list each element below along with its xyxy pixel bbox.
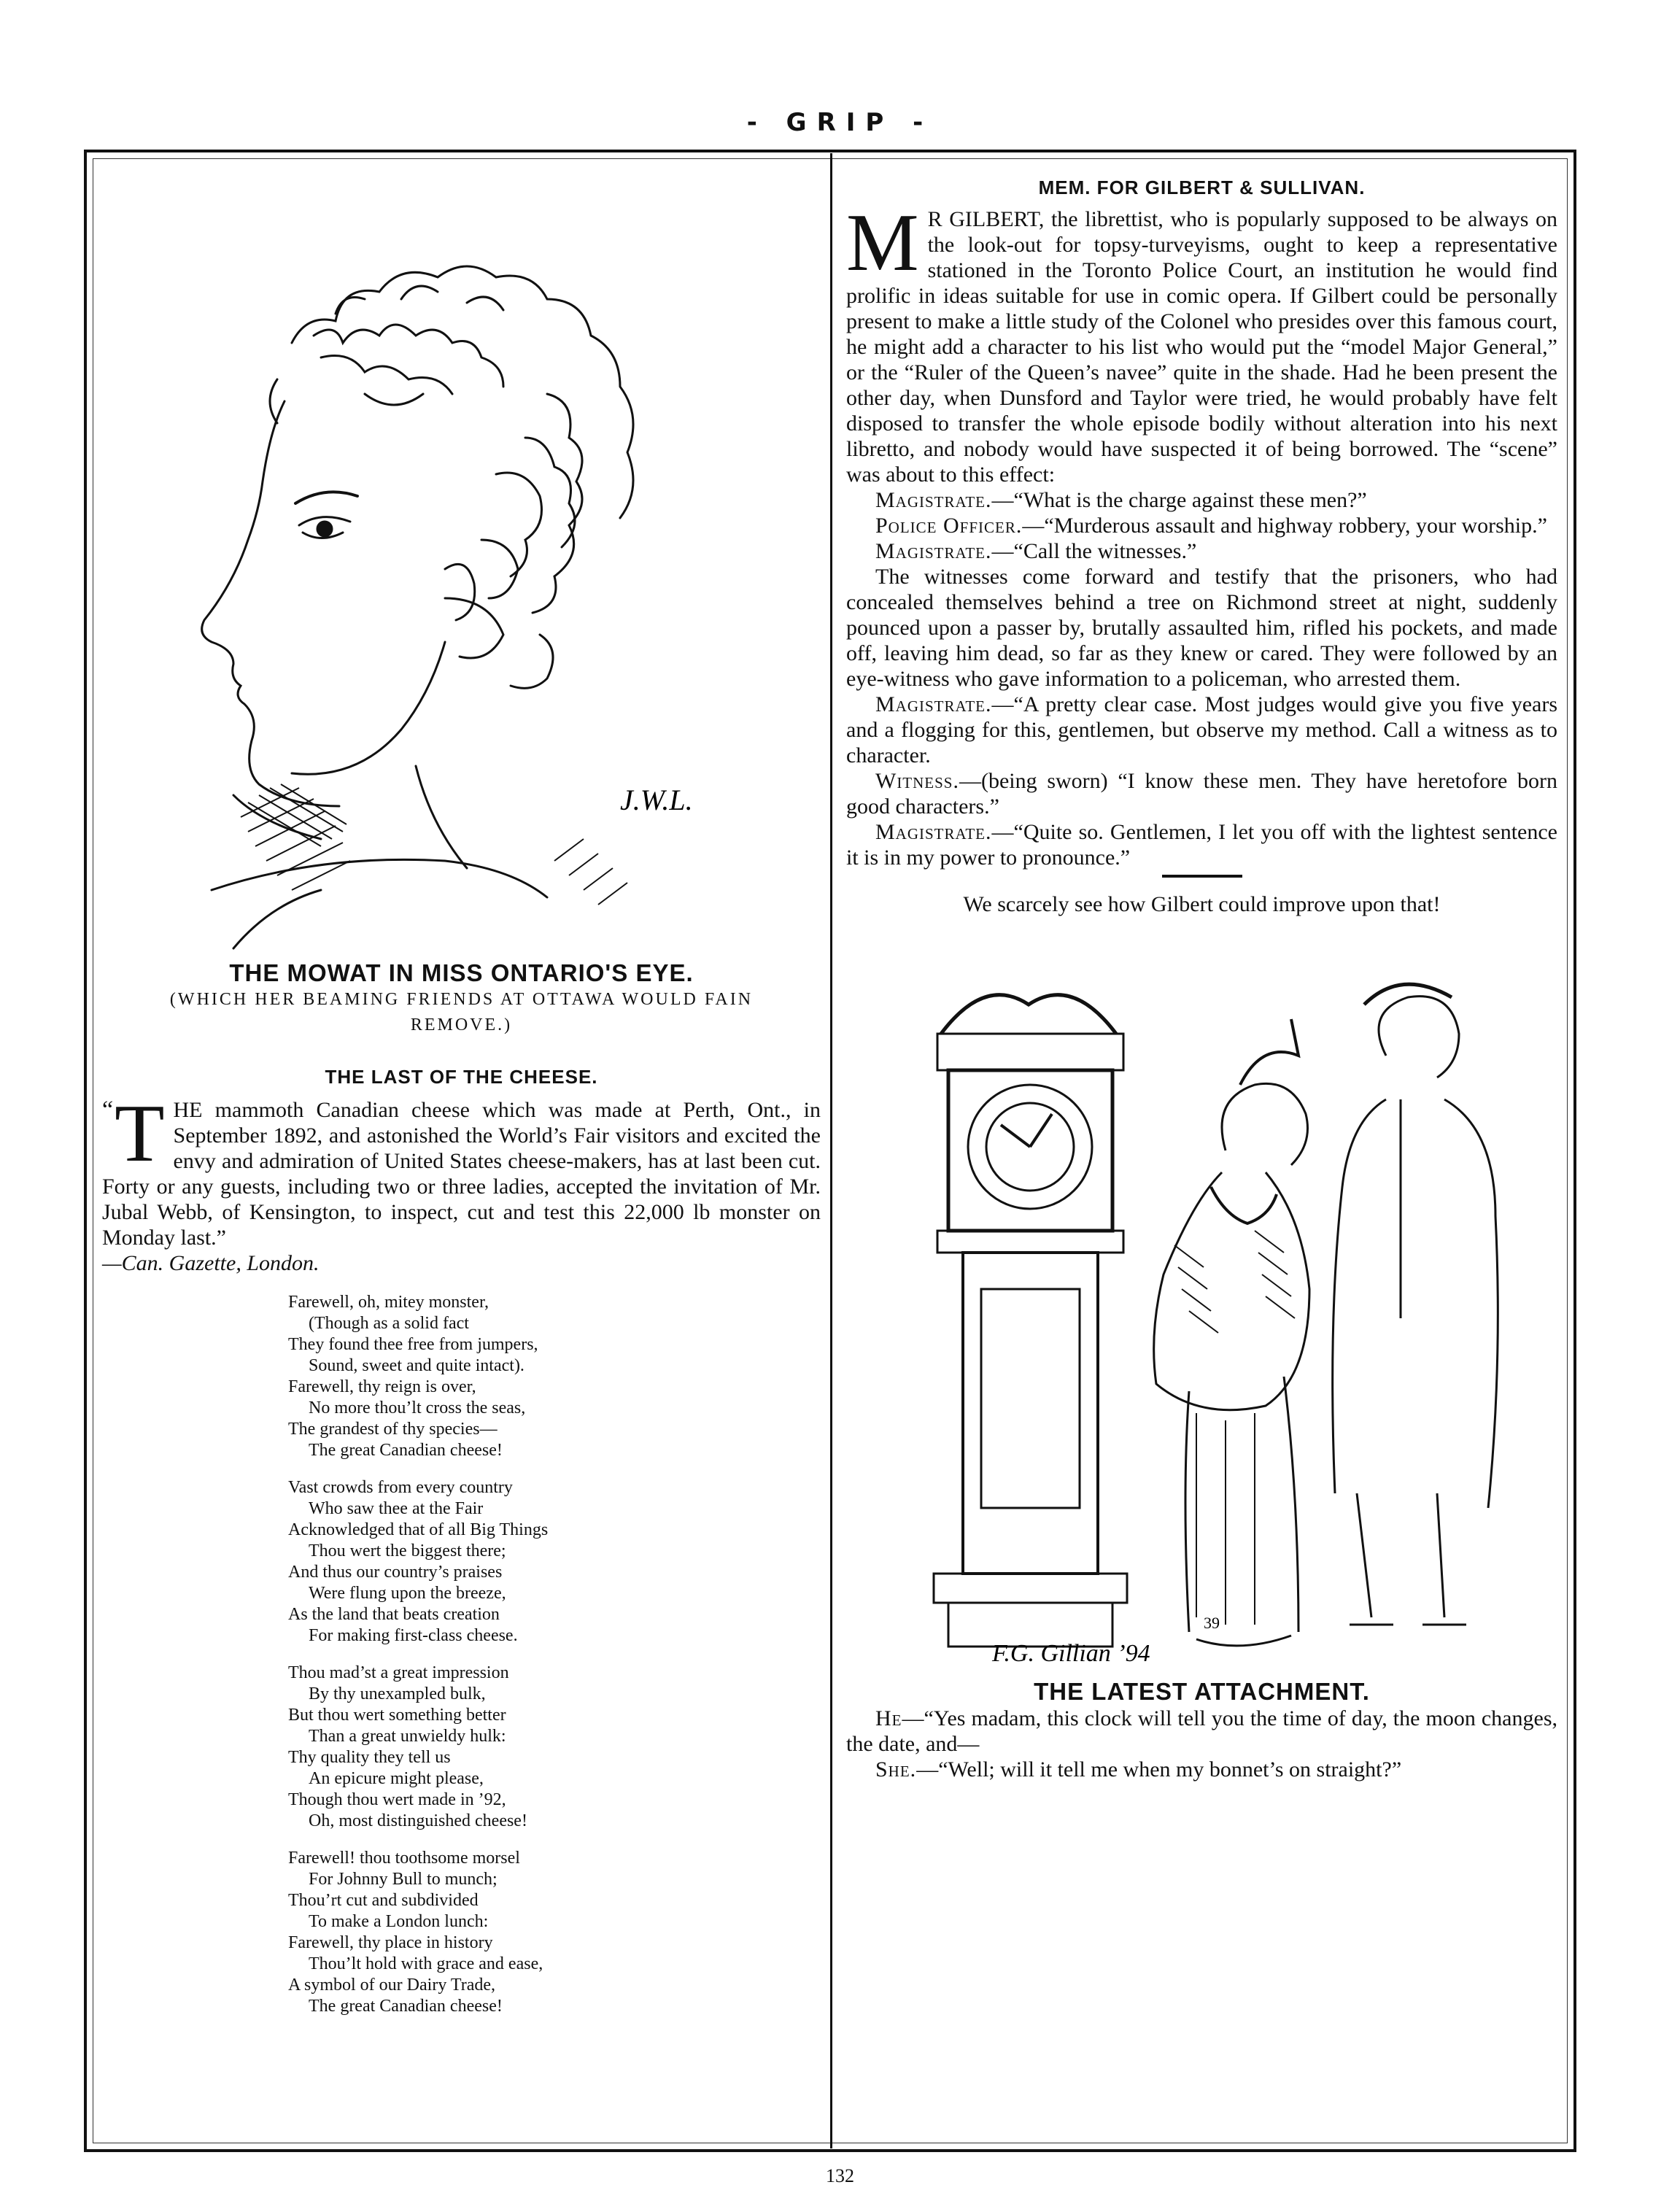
page-number: 132 [826,2165,854,2186]
poem-stanza [288,1663,821,1832]
column-divider [830,153,832,2148]
poem-line: The grandest of thy species— [288,1419,498,1439]
gilbert-heading: MEM. FOR GILBERT & SULLIVAN. [1038,177,1366,198]
dialog-text: —“Murderous assault and highway robbery, your worship.” [1022,514,1547,538]
left-column [102,160,821,2033]
dialog-line [846,564,1557,692]
poem-line: Sound, sweet and quite intact). [309,1355,524,1375]
cheese-source: —Can. Gazette, London. [102,1250,320,1275]
poem-line: To make a London lunch: [309,1911,489,1931]
gilbert-closing: We scarcely see how Gilbert could improve upon that! [963,892,1441,916]
woman-profile-drawing [102,160,821,956]
dialog-text: —“A pretty clear case. Most judges would give you five years and a flogging for this, gentlemen, but observe my method. Call a witness as to character. [846,692,1557,767]
poem-line: Vast crowds from every country [288,1477,513,1497]
dialog-line [846,819,1557,870]
cheese-poem [288,1292,821,2017]
poem-line: By thy unexampled bulk, [309,1684,486,1703]
cartoon-line [846,1757,1557,1782]
poem-line: For Johnny Bull to munch; [309,1869,498,1889]
dialog-speaker: Magistrate. [875,820,992,844]
poem-line: Thou’rt cut and subdivided [288,1890,479,1910]
poem-line: Thy quality they tell us [288,1747,451,1767]
poem-line: Who saw thee at the Fair [309,1498,484,1518]
dialog-text: —“Quite so. Gentlemen, I let you off with the lightest sentence it is in my power to pronounce.” [846,820,1557,870]
clock-cartoon [846,939,1557,1782]
poem-line: Farewell! thou toothsome morsel [288,1848,520,1868]
cartoon-speaker: He [875,1706,902,1730]
poem-line: Oh, most distinguished cheese! [309,1811,527,1830]
poem-line: No more thou’lt cross the seas, [309,1398,526,1417]
poem-line: And thus our country’s praises [288,1562,503,1582]
section-rule [1162,875,1242,878]
poem-line: (Though as a solid fact [309,1313,469,1333]
poem-line: A symbol of our Dairy Trade, [288,1975,495,1995]
cartoon-text: —“Well; will it tell me when my bonnet’s on straight?” [916,1757,1402,1781]
poem-line: Thou wert the biggest there; [309,1541,506,1560]
poem-stanza [288,1477,821,1647]
cartoon-dialog [846,1706,1557,1782]
poem-stanza [288,1292,821,1461]
dialog-speaker: Witness. [875,769,959,793]
cartoon-line [846,1706,1557,1757]
gilbert-article [846,198,1557,487]
dialog-line [846,692,1557,768]
clock-cartoon-drawing [846,939,1557,1668]
gilbert-body: R GILBERT, the librettist, who is popularly supposed to be always on the look-out for topsy-turveyisms, ought to keep a representative stationed in the Toronto Police Court, an institution he would find prolific in ideas suitable for use in comic opera. If Gilbert could be personally present to make a little study of the Colonel who presides over this famous court, he might add a character to his list who would put the “model Major General,” or the “Ruler of the Queen’s navee” quite in the shade. Had he been present the other day, when Dunsford and Taylor were tried, he would probably have felt disposed to transfer the whole episode bodily without alteration into his next libretto, and nobody would have suspected it of being borrowed. The “scene” was about to this effect: [846,207,1557,487]
poem-line: Farewell, thy reign is over, [288,1377,476,1396]
cheese-dropcap: T [115,1088,165,1179]
court-dialog [846,487,1557,870]
poem-line: But thou wert something better [288,1705,506,1725]
poem-line: An epicure might please, [309,1768,484,1788]
poem-line: Acknowledged that of all Big Things [288,1520,549,1539]
poem-line: Though thou wert made in ’92, [288,1790,506,1809]
cheese-body: HE mammoth Canadian cheese which was made at Perth, Ont., in September 1892, and astonished the World’s Fair visitors and excited the envy and admiration of United States cheese-makers, has at last been cut. Forty or any guests, including two or three ladies, accepted the invitation of Mr. Jubal Webb, of Kensington, to inspect, cut and test this 22,000 lb monster on Monday last.” [102,1097,821,1250]
gilbert-dropcap: M [846,198,919,288]
poem-line: Thou’lt hold with grace and ease, [309,1954,543,1973]
poem-line: For making first-class cheese. [309,1625,518,1645]
dialog-speaker: Magistrate. [875,488,992,512]
dialog-line [846,768,1557,819]
cheese-article [102,1088,821,1276]
dialog-text: —“Call the witnesses.” [991,539,1197,563]
poem-line: Farewell, oh, mitey monster, [288,1292,489,1312]
portrait-illustration [102,160,821,1038]
poem-line: They found thee free from jumpers, [288,1334,538,1354]
dialog-line [846,513,1557,538]
dialog-speaker: Police Officer. [875,514,1023,538]
poem-line: The great Canadian cheese! [309,1996,503,2016]
cartoon-caption-title: THE LATEST ATTACHMENT. [1034,1678,1370,1705]
poem-line: Than a great unwieldy hulk: [309,1726,506,1746]
dialog-line [846,538,1557,564]
poem-line: Were flung upon the breeze, [309,1583,506,1603]
masthead: - GRIP - [746,108,934,137]
cheese-heading: THE LAST OF THE CHEESE. [325,1065,598,1088]
portrait-caption-subtitle: (WHICH HER BEAMING FRIENDS AT OTTAWA WOULD FAIN REMOVE.) [169,990,754,1034]
right-column [846,160,1557,1782]
dialog-text: —(being sworn) “I know these men. They have heretofore born good characters.” [846,769,1557,819]
poem-stanza [288,1848,821,2017]
poem-line: As the land that beats creation [288,1604,500,1624]
portrait-caption-title: THE MOWAT IN MISS ONTARIO'S EYE. [229,959,694,986]
cheese-open-quote: “ [102,1096,114,1123]
dialog-text: —“What is the charge against these men?” [991,488,1367,512]
dialog-speaker: Magistrate. [875,692,992,716]
cartoon-speaker: She. [875,1757,917,1781]
poem-line: Thou mad’st a great impression [288,1663,509,1682]
cartoon-text: —“Yes madam, this clock will tell you the time of day, the moon changes, the date, and— [846,1706,1557,1756]
poem-line: Farewell, thy place in history [288,1933,493,1952]
dialog-speaker: Magistrate. [875,539,992,563]
clock-numbers: 39 [1204,1614,1220,1632]
artist-signature: J.W.L. [620,784,693,816]
poem-line: The great Canadian cheese! [309,1440,503,1460]
cartoon-signature: F.G. Gillian ’94 [992,1640,1150,1667]
dialog-line [846,487,1557,513]
dialog-text: The witnesses come forward and testify that the prisoners, who had concealed themselves behind a tree on Richmond street at night, suddenly pounced upon a passer by, brutally assaulted him, rifled his pockets, and made off, leaving him dead, so far as they knew or cared. They were followed by an eye-witness who gave information to a policeman, who arrested them. [846,565,1557,691]
